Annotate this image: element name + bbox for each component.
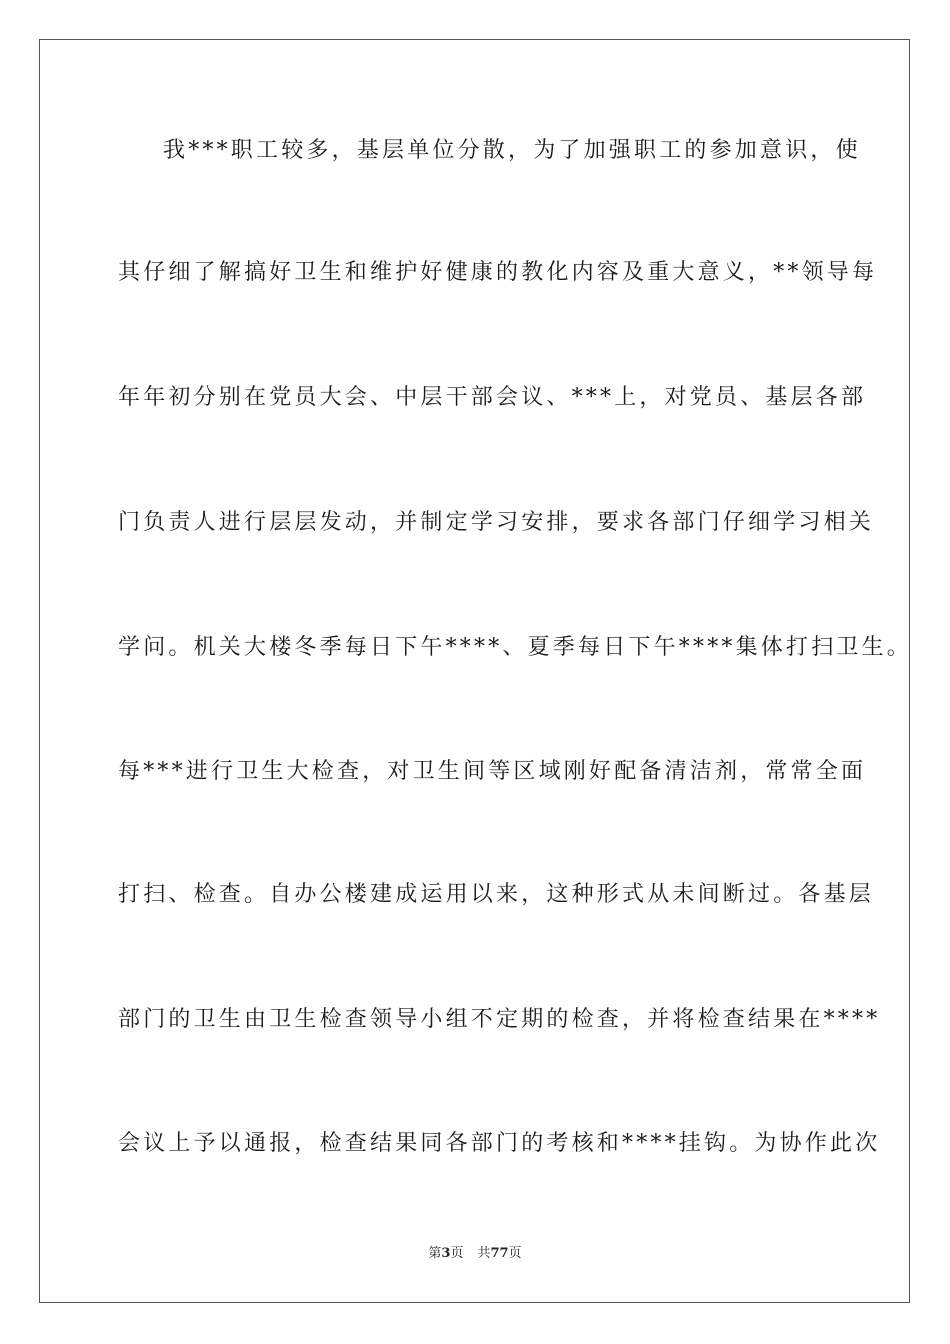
- text-line-3: 年年初分别在党员大会、中层干部会议、***上，对党员、基层各部: [118, 385, 867, 410]
- text-line-9: 会议上予以通报，检查结果同各部门的考核和****挂钩。为协作此次: [118, 1131, 881, 1156]
- text-line-4: 门负责人进行层层发动，并制定学习安排，要求各部门仔细学习相关: [118, 510, 875, 535]
- text-line-6: 每***进行卫生大检查，对卫生间等区域刚好配备清洁剂，常常全面: [118, 759, 867, 784]
- total-suffix: 页: [508, 1246, 522, 1261]
- page-suffix: 页: [450, 1246, 464, 1261]
- total-prefix: 共: [477, 1246, 491, 1261]
- text-line-5: 学问。机关大楼冬季每日下午****、夏季每日下午****集体打扫卫生。: [118, 635, 913, 660]
- text-line-7: 打扫、检查。自办公楼建成运用以来，这种形式从未间断过。各基层: [118, 882, 875, 907]
- text-line-8: 部门的卫生由卫生检查领导小组不定期的检查，并将检查结果在****: [118, 1007, 881, 1032]
- text-line-2: 其仔细了解搞好卫生和维护好健康的教化内容及重大意义，**领导每: [118, 260, 878, 285]
- page-prefix: 第: [428, 1246, 442, 1261]
- text-line-1: 我***职工较多，基层单位分散，为了加强职工的参加意识，使: [163, 138, 861, 163]
- page-footer: [0, 1245, 950, 1263]
- total-pages: 77: [490, 1246, 509, 1261]
- page-number: 3: [441, 1246, 451, 1261]
- page-border: [39, 39, 913, 1303]
